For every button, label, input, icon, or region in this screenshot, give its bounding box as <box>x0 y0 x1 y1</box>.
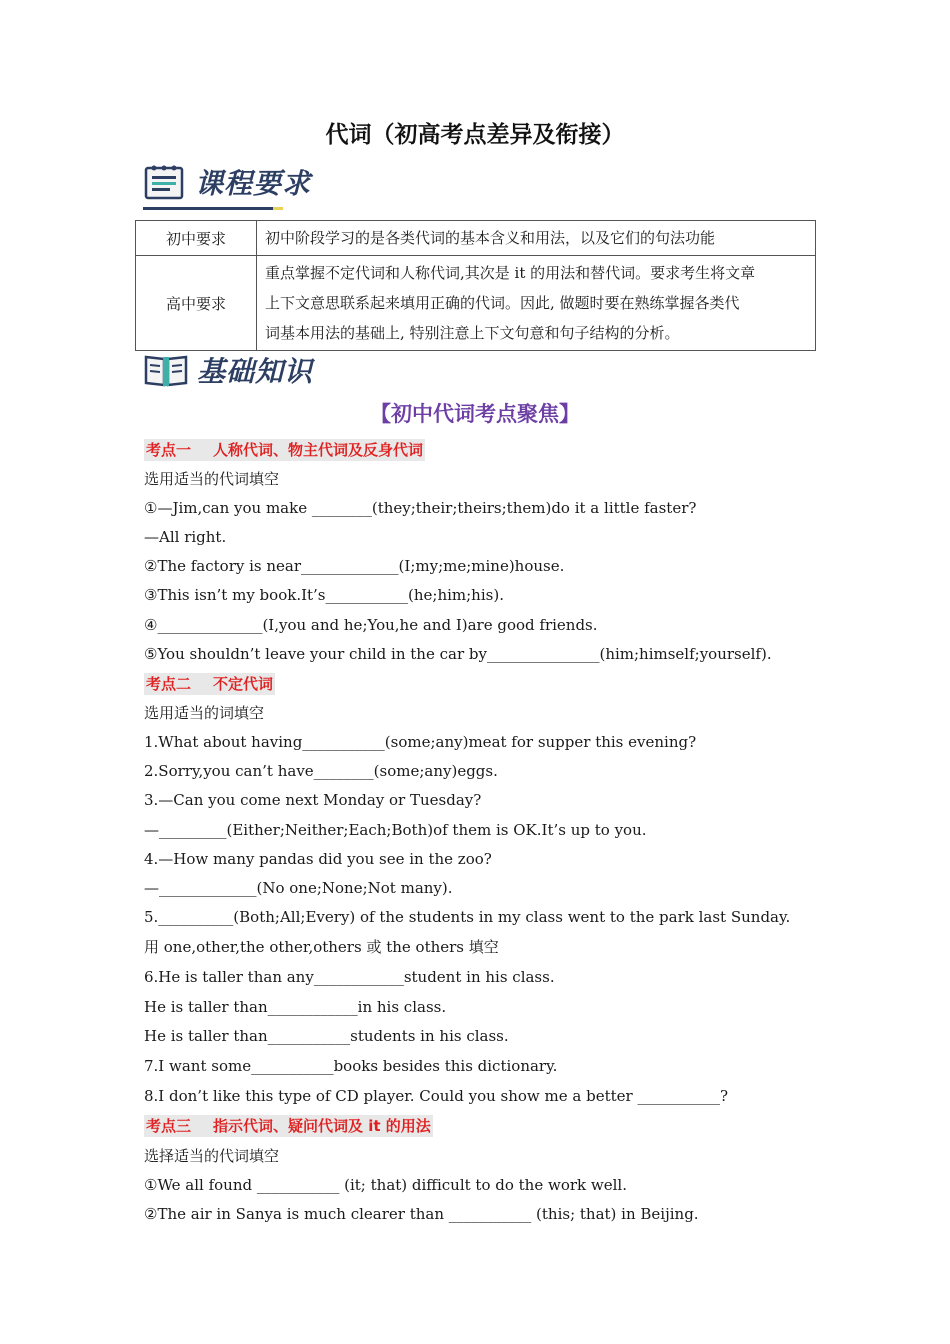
instruction-text: 选择适当的代词填空 <box>144 1147 280 1165</box>
exercise-line: 7.I want some___________books besides this dictionary. <box>144 1057 558 1075</box>
section-course-requirements <box>143 160 311 204</box>
exercise-line: ⑤You shouldn’t leave your child in the car by_______________(him;himself;yourself). <box>144 645 772 663</box>
point-one-heading <box>144 439 425 461</box>
instruction-text: 选用适当的代词填空 <box>144 470 280 488</box>
point-label: 考点三 <box>146 1117 192 1135</box>
point-name: 不定代词 <box>213 675 274 693</box>
exercise-line: 5.__________(Both;All;Every) of the students in my class went to the park last Sunday. <box>144 908 791 926</box>
section-underline <box>143 207 283 210</box>
exercise-line: ①—Jim,can you make ________(they;their;theirs;them)do it a little faster? <box>144 499 697 517</box>
exercise-line: He is taller than___________students in his class. <box>144 1027 509 1045</box>
row-key: 初中要求 <box>136 221 257 256</box>
requirements-table <box>135 220 816 351</box>
row-value <box>257 221 816 256</box>
row-text: 初中阶段学习的是各类代词的基本含义和用法，以及它们的句法功能 <box>265 229 716 247</box>
row-key: 高中要求 <box>136 256 257 351</box>
exercise-line: 6.He is taller than any____________student in his class. <box>144 968 555 986</box>
exercise-line: —All right. <box>144 528 227 546</box>
row-text: 词基本用法的基础上, 特别注意上下文句意和句子结构的分析。 <box>265 324 680 342</box>
exercise-line: 2.Sorry,you can’t have________(some;any)eggs. <box>144 762 498 780</box>
exercise-line: —_________(Either;Neither;Each;Both)of them is OK.It’s up to you. <box>144 821 647 839</box>
row-text: 重点掌握不定代词和人称代词,其次是 it 的用法和替代词。要求考生将文章 <box>265 264 756 282</box>
focus-heading: 【初中代词考点聚焦】 <box>370 402 580 426</box>
point-name: 人称代词、物主代词及反身代词 <box>213 441 424 459</box>
open-book-icon <box>143 351 189 389</box>
point-three-heading <box>144 1115 433 1137</box>
exercise-line: 4.—How many pandas did you see in the zoo? <box>144 850 492 868</box>
page-title: 代词（初高考点差异及衔接） <box>325 122 625 148</box>
exercise-line: ④______________(I,you and he;You,he and I)are good friends. <box>144 616 598 634</box>
section-title: 基础知识 <box>197 355 314 388</box>
exercise-line: 1.What about having___________(some;any)meat for supper this evening? <box>144 733 697 751</box>
section-title: 课程要求 <box>195 167 312 200</box>
point-label: 考点一 <box>146 441 192 459</box>
exercise-line: ②The air in Sanya is much clearer than ___________ (this; that) in Beijing. <box>144 1205 699 1223</box>
point-label: 考点二 <box>146 675 192 693</box>
row-text: 上下文意思联系起来填用正确的代词。因此, 做题时要在熟练掌握各类代 <box>265 294 740 312</box>
notepad-icon <box>143 163 187 201</box>
section-basic-knowledge <box>143 348 313 392</box>
exercise-line: 3.—Can you come next Monday or Tuesday? <box>144 791 482 809</box>
instruction-text: 用 one,other,the other,others 或 the others 填空 <box>144 938 499 956</box>
table-row <box>136 221 816 256</box>
row-value <box>257 256 816 351</box>
point-two-heading <box>144 673 275 695</box>
exercise-line: 8.I don’t like this type of CD player. Could you show me a better ___________? <box>144 1087 729 1105</box>
point-name: 指示代词、疑问代词及 it 的用法 <box>213 1117 431 1135</box>
exercise-line: —_____________(No one;None;Not many). <box>144 879 453 897</box>
exercise-line: ①We all found ___________ (it; that) difficult to do the work well. <box>144 1176 627 1194</box>
exercise-line: ③This isn’t my book.It’s___________(he;him;his). <box>144 586 504 604</box>
table-row <box>136 256 816 351</box>
exercise-line: ②The factory is near_____________(I;my;me;mine)house. <box>144 557 565 575</box>
exercise-line: He is taller than____________in his class. <box>144 998 447 1016</box>
instruction-text: 选用适当的词填空 <box>144 704 265 722</box>
